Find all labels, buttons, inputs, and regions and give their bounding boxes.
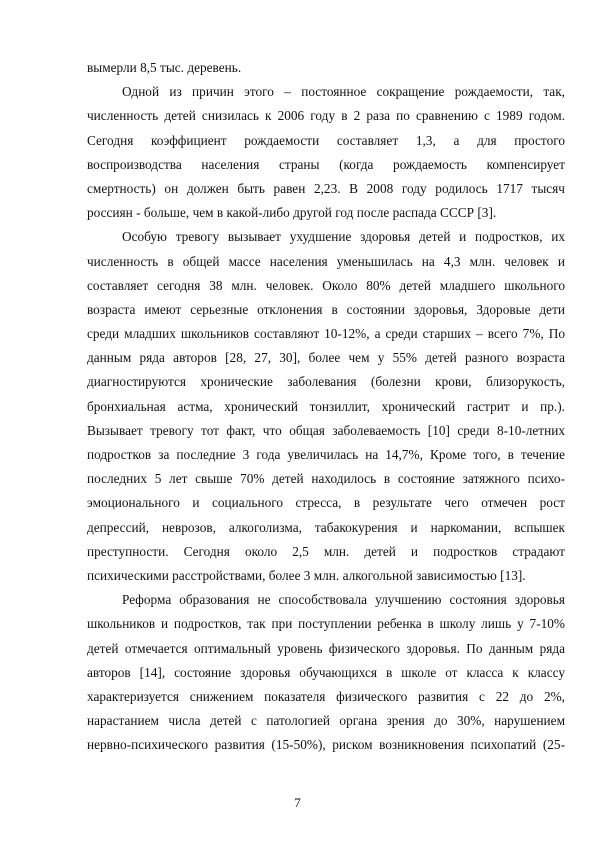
paragraph-continuation xyxy=(87,56,565,80)
paragraph-education-reform xyxy=(87,588,565,757)
text-line: бронхиальная астма, хронический тонзиллит, хронический гастрит и пр.). xyxy=(87,398,565,414)
text-line: россиян - больше, чем в какой-либо другой год после распада СССР [3]. xyxy=(87,205,497,221)
text-line: авторов [14], состояние здоровья обучающихся в школе от класса к классу xyxy=(87,664,565,680)
text-line: характеризуется снижением показателя физического развития с 22 до 2%, xyxy=(87,688,565,704)
text-line: смертность) он должен быть равен 2,23. В 2008 году родилось 1717 тысяч xyxy=(87,180,565,196)
text-line: последних 5 лет свыше 70% детей находилось в состояние затяжного психо- xyxy=(87,471,565,487)
text-line: школьников и подростков, так при поступлении ребенка в школу лишь у 7-10% xyxy=(87,616,565,632)
text-line: преступности. Сегодня около 2,5 млн. детей и подростков страдают xyxy=(87,543,565,559)
text-line: данным ряда авторов [28, 27, 30], более чем у 55% детей разного возраста xyxy=(87,350,565,366)
text-line: численность детей снизилась к 2006 году в 2 раза по сравнению с 1989 годом. xyxy=(87,108,565,124)
text-line: детей отмечается оптимальный уровень физического здоровья. По данным ряда xyxy=(87,640,565,656)
text-line: составляет сегодня 38 млн. человек. Около 80% детей младшего школьного xyxy=(87,277,565,293)
text-line: Особую тревогу вызывает ухудшение здоровья детей и подростков, их xyxy=(122,229,565,245)
text-line: нарастанием числа детей с патологией органа зрения до 30%, нарушением xyxy=(87,713,565,729)
page-number: 7 xyxy=(294,795,301,810)
text-line: эмоционального и социального стресса, в результате чего отмечен рост xyxy=(87,495,565,511)
text-line: среди младших школьников составляют 10-12%, а среди старших – всего 7%, По xyxy=(87,326,565,342)
document-body xyxy=(87,56,565,757)
text-line: Одной из причин этого – постоянное сокращение рождаемости, так, xyxy=(122,84,565,100)
paragraph-children-health xyxy=(87,225,565,588)
paragraph-birth-rate xyxy=(87,80,565,225)
text-line: нервно-психического развития (15-50%), риском возникновения психопатий (25- xyxy=(87,737,565,753)
text-line: депрессий, неврозов, алкоголизма, табакокурения и наркомании, вспышек xyxy=(87,519,565,535)
text-line: численность в общей массе населения уменьшилась на 4,3 млн. человек и xyxy=(87,253,565,269)
text-line: подростков за последние 3 года увеличилась на 14,7%, Кроме того, в течение xyxy=(87,447,565,462)
text-line: вымерли 8,5 тыс. деревень. xyxy=(87,60,242,75)
text-line: диагностируются хронические заболевания (болезни крови, близорукость, xyxy=(87,374,565,390)
text-line: возраста имеют серьезные отклонения в состоянии здоровья, Здоровые дети xyxy=(87,301,565,317)
text-line: Реформа образования не способствовала улучшению состояния здоровья xyxy=(122,592,565,608)
text-line: Сегодня коэффициент рождаемости составляет 1,3, а для простого xyxy=(87,132,565,148)
text-line: Вызывает тревогу тот факт, что общая заболеваемость [10] среди 8-10-летних xyxy=(87,422,565,438)
text-line: воспроизводства населения страны (когда рождаемость компенсирует xyxy=(87,156,565,172)
text-line: психическими расстройствами, более 3 млн. алкогольной зависимостью [13]. xyxy=(87,567,526,583)
